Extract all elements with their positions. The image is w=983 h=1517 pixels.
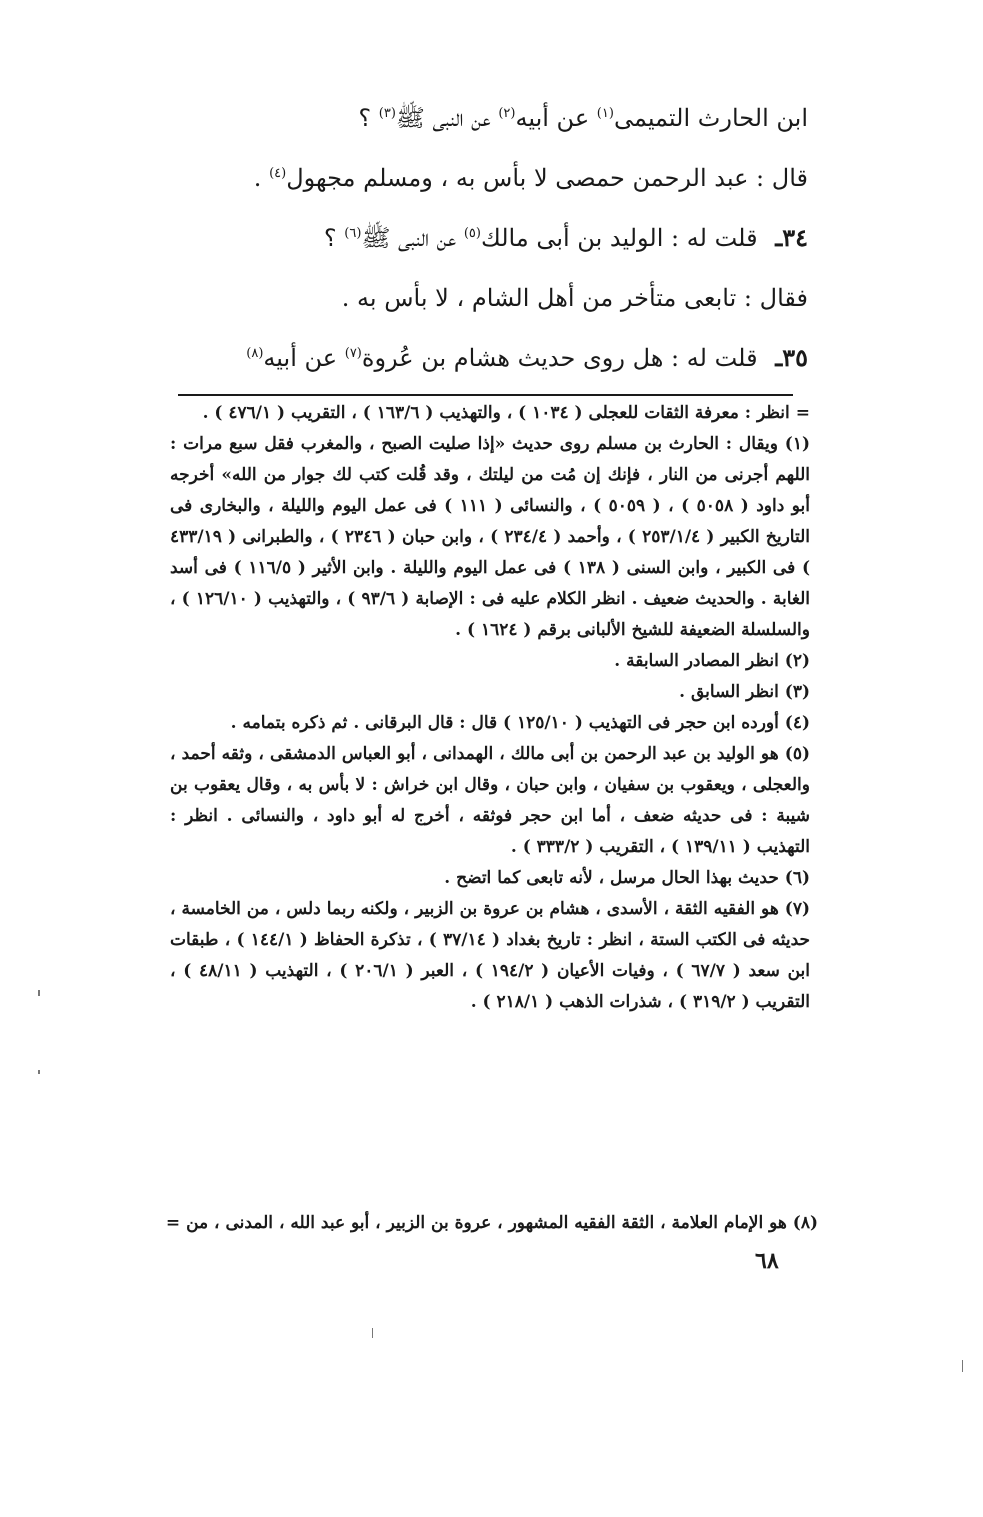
main-line-1	[168, 88, 808, 148]
footnote-ref: (٢)	[498, 106, 516, 121]
footnote-ref: (١)	[596, 106, 614, 121]
footnote-4: (٤) أورده ابن حجر فى التهذيب ( ١٢٥/١٠ ) قال : قال البرقانى . ثم ذكره بتمامه .	[230, 713, 810, 733]
footnote-8	[118, 1208, 818, 1239]
footnotes	[170, 398, 810, 1018]
footnote-ref: (٦)	[344, 226, 362, 241]
separator-line	[178, 394, 793, 396]
text-segment: .	[253, 164, 262, 192]
text-segment: عن النبى ﷺ	[361, 224, 457, 252]
text-segment: قال : عبد الرحمن حمصى لا بأس به ، ومسلم مجهول	[286, 164, 808, 192]
footnote-ref: (٧)	[344, 346, 362, 361]
footnote-ref: (٤)	[269, 166, 287, 181]
text-segment: عن أبيه	[263, 344, 338, 372]
scan-speck	[372, 1328, 373, 1338]
scan-speck	[962, 1360, 963, 1372]
text-segment: عن أبيه	[515, 104, 590, 132]
text-segment: قلت له : هل روى حديث هشام بن عُروة	[361, 344, 758, 372]
footnote-text: (٨) هو الإمام العلامة ، الثقة الفقيه المشهور ، عروة بن الزبير ، أبو عبد الله ، المدنى ، من	[186, 1213, 818, 1233]
text-segment: ابن الحارث التميمى	[613, 104, 808, 132]
footnote-ref: (٣)	[378, 106, 396, 121]
question-number: ٣٥ـ	[775, 343, 808, 372]
footnote-text: انظر : معرفة الثقات للعجلى ( ١٠٣٤ ) ، والتهذيب ( ١٦٣/٦ ) ، التقريب ( ٤٧٦/١ ) .	[202, 403, 790, 423]
scan-speck	[38, 990, 40, 996]
continuation-mark: =	[165, 1213, 181, 1233]
question-number: ٣٤ـ	[775, 223, 808, 252]
text-segment: ؟	[358, 104, 372, 132]
main-line-2	[168, 148, 808, 208]
page-number: ٦٨	[755, 1248, 779, 1274]
text-segment: ؟	[323, 224, 337, 252]
footnote-ref: (٥)	[463, 226, 481, 241]
main-text	[168, 88, 808, 388]
text-segment: قلت له : الوليد بن أبى مالك	[480, 224, 758, 252]
footnote-ref: (٨)	[246, 346, 264, 361]
continuation-mark: =	[795, 403, 810, 423]
footnote-7: (٧) هو الفقيه الثقة ، الأسدى ، هشام بن عروة بن الزبير ، ولكنه ربما دلس ، من الخامسة ، حديثه فى الكتب الستة ، انظر : تاريخ بغداد ( ٣٧/١٤ ) ، تذكرة الحفاظ ( ١٤٤/١ ) ، طبقات ابن سعد ( ٦٧/٧ ) ، وفيات الأعيان ( ١٩٤/٢ ) ، العبر ( ٢٠٦/١ ) ، التهذيب ( ٤٨/١١ ) ، التقريب ( ٣١٩/٢ ) ، شذرات الذهب ( ٢١٨/١ ) .	[170, 899, 811, 1012]
question-35	[168, 328, 808, 388]
text-segment: فقال : تابعى متأخر من أهل الشام ، لا بأس به .	[341, 284, 808, 312]
answer-34	[168, 268, 808, 328]
footnote-5: (٥) هو الوليد بن عبد الرحمن بن أبى مالك ، الهمدانى ، أبو العباس الدمشقى ، وثقه أحمد ، والعجلى ، ويعقوب بن سفيان ، وابن حبان ، وقال ابن خراش : لا بأس به ، وقال يعقوب بن شيبة : فى حديثه ضعف ، أما ابن حجر فوثقه ، أخرج له أبو داود ، والنسائى . انظر : التهذيب ( ١٣٩/١١ ) ، التقريب ( ٣٣٣/٢ ) .	[170, 744, 810, 857]
footnote-6: (٦) حديث بهذا الحال مرسل ، لأنه تابعى كما اتضح .	[444, 868, 810, 888]
footnote-2: (٢) انظر المصادر السابقة .	[614, 651, 810, 671]
question-34	[168, 208, 808, 268]
footnote-3: (٣) انظر السابق .	[679, 682, 810, 702]
scan-speck	[38, 1070, 40, 1074]
footnote-1: (١) ويقال : الحارث بن مسلم روى حديث «إذا صليت الصبح ، والمغرب فقل سبع مرات : اللهم أجرنى من النار ، فإنك إن مُت من ليلتك ، وقد قُلت كتب لك جوار من الله» أخرجه أبو داود ( ٥٠٥٨ ) ، ( ٥٠٥٩ ) ، والنسائى ( ١١١ ) فى عمل اليوم والليلة ، والبخارى فى التاريخ الكبير ( ٢٥٣/١/٤ ) ، وأحمد ( ٢٣٤/٤ ) ، وابن حبان ( ٢٣٤٦ ) ، والطبرانى ( ٤٣٣/١٩ ) فى الكبير ، وابن السنى ( ١٣٨ ) فى عمل اليوم والليلة . وابن الأثير ( ١١٦/٥ ) فى أسد الغابة . والحديث ضعيف . انظر الكلام عليه فى : الإصابة ( ٩٣/٦ ) ، والتهذيب ( ١٢٦/١٠ ) ، والسلسلة الضعيفة للشيخ الألبانى برقم ( ١٦٢٤ ) .	[170, 434, 811, 640]
footnote-continuation	[170, 398, 810, 429]
text-segment: عن النبى ﷺ	[395, 104, 491, 132]
